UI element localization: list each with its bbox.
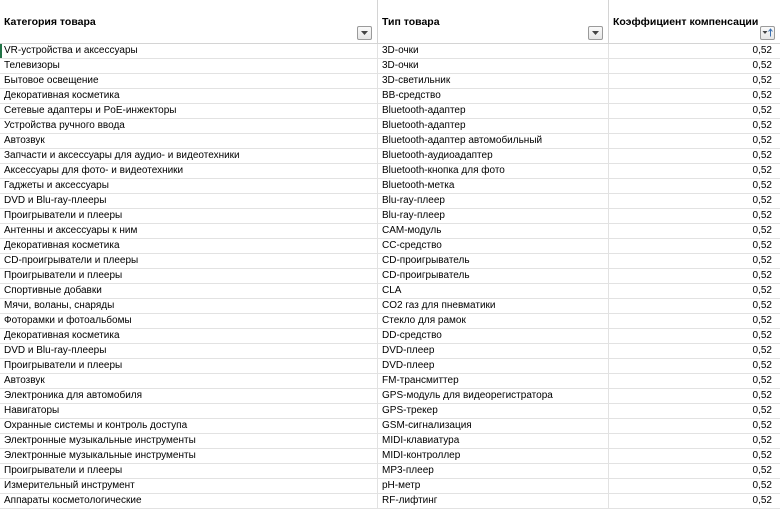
cell-type[interactable]: DVD-плеер bbox=[378, 359, 609, 373]
cell-type[interactable]: Blu-ray-плеер bbox=[378, 209, 609, 223]
table-row bbox=[0, 494, 780, 509]
table-row bbox=[0, 224, 780, 239]
cell-coefficient[interactable]: 0,52 bbox=[752, 120, 772, 131]
cell-coefficient[interactable]: 0,52 bbox=[752, 480, 772, 491]
cell-coefficient[interactable]: 0,52 bbox=[752, 465, 772, 476]
header-type-label: Тип товара bbox=[382, 16, 440, 28]
header-category[interactable] bbox=[0, 0, 378, 44]
table-row bbox=[0, 479, 780, 494]
cell-category[interactable]: Проигрыватели и плееры bbox=[0, 269, 378, 283]
cell-type[interactable]: CD-проигрыватель bbox=[378, 254, 609, 268]
cell-coefficient[interactable]: 0,52 bbox=[752, 165, 772, 176]
cell-category[interactable]: Охранные системы и контроль доступа bbox=[0, 419, 378, 433]
table-row bbox=[0, 89, 780, 104]
cell-category[interactable]: Автозвук bbox=[0, 374, 378, 388]
table-row bbox=[0, 104, 780, 119]
table-row bbox=[0, 314, 780, 329]
cell-coefficient[interactable]: 0,52 bbox=[752, 390, 772, 401]
cell-type[interactable]: GPS-модуль для видеорегистратора bbox=[378, 389, 609, 403]
table-row bbox=[0, 464, 780, 479]
cell-type[interactable]: BB-средство bbox=[378, 89, 609, 103]
cell-category[interactable]: Автозвук bbox=[0, 134, 378, 148]
table-row bbox=[0, 299, 780, 314]
cell-coefficient[interactable]: 0,52 bbox=[752, 135, 772, 146]
cell-type[interactable]: Bluetooth-кнопка для фото bbox=[378, 164, 609, 178]
cell-category[interactable]: DVD и Blu-ray-плееры bbox=[0, 344, 378, 358]
header-row bbox=[0, 0, 780, 44]
table-row bbox=[0, 449, 780, 464]
cell-coefficient[interactable]: 0,52 bbox=[752, 255, 772, 266]
table-row bbox=[0, 179, 780, 194]
cell-coefficient[interactable]: 0,52 bbox=[752, 180, 772, 191]
cell-category[interactable]: Гаджеты и аксессуары bbox=[0, 179, 378, 193]
header-type[interactable] bbox=[378, 0, 609, 44]
cell-type[interactable]: Blu-ray-плеер bbox=[378, 194, 609, 208]
table-body bbox=[0, 44, 780, 509]
table-row bbox=[0, 59, 780, 74]
table-row bbox=[0, 254, 780, 269]
cell-category[interactable]: Измерительный инструмент bbox=[0, 479, 378, 493]
table-row bbox=[0, 389, 780, 404]
cell-coefficient[interactable]: 0,52 bbox=[752, 90, 772, 101]
cell-category[interactable]: Телевизоры bbox=[0, 59, 378, 73]
cell-type[interactable]: FM-трансмиттер bbox=[378, 374, 609, 388]
cell-category[interactable]: Проигрыватели и плееры bbox=[0, 464, 378, 478]
cell-type[interactable]: 3D-очки bbox=[378, 44, 609, 58]
cell-category[interactable]: DVD и Blu-ray-плееры bbox=[0, 194, 378, 208]
cell-category[interactable]: Декоративная косметика bbox=[0, 239, 378, 253]
header-coefficient[interactable] bbox=[609, 0, 780, 44]
cell-type[interactable]: CLA bbox=[378, 284, 609, 298]
cell-coefficient[interactable]: 0,52 bbox=[752, 450, 772, 461]
cell-category[interactable]: Аппараты косметологические bbox=[0, 494, 378, 508]
cell-type[interactable]: CO2 газ для пневматики bbox=[378, 299, 609, 313]
table-row bbox=[0, 149, 780, 164]
table-row bbox=[0, 419, 780, 434]
cell-coefficient[interactable]: 0,52 bbox=[752, 285, 772, 296]
cell-type[interactable]: 3D-очки bbox=[378, 59, 609, 73]
cell-type[interactable]: CC-средство bbox=[378, 239, 609, 253]
cell-category[interactable]: Декоративная косметика bbox=[0, 89, 378, 103]
table-row bbox=[0, 44, 780, 59]
cell-category[interactable]: Антенны и аксессуары к ним bbox=[0, 224, 378, 238]
cell-coefficient[interactable]: 0,52 bbox=[752, 60, 772, 71]
cell-category[interactable]: Фоторамки и фотоальбомы bbox=[0, 314, 378, 328]
header-coefficient-label: Коэффициент компенсации bbox=[613, 16, 759, 28]
cell-category[interactable]: Навигаторы bbox=[0, 404, 378, 418]
cell-type[interactable]: GSM-сигнализация bbox=[378, 419, 609, 433]
cell-coefficient[interactable]: 0,52 bbox=[752, 270, 772, 281]
cell-type[interactable]: GPS-трекер bbox=[378, 404, 609, 418]
cell-type[interactable]: 3D-светильник bbox=[378, 74, 609, 88]
table-row bbox=[0, 164, 780, 179]
cell-category[interactable]: Устройства ручного ввода bbox=[0, 119, 378, 133]
cell-category[interactable]: CD-проигрыватели и плееры bbox=[0, 254, 378, 268]
cell-coefficient[interactable]: 0,52 bbox=[752, 360, 772, 371]
cell-category[interactable]: Запчасти и аксессуары для аудио- и видеотехники bbox=[0, 149, 378, 163]
cell-category[interactable]: Проигрыватели и плееры bbox=[0, 209, 378, 223]
cell-type[interactable]: DD-средство bbox=[378, 329, 609, 343]
cell-type[interactable]: RF-лифтинг bbox=[378, 494, 609, 508]
cell-coefficient[interactable]: 0,52 bbox=[752, 330, 772, 341]
cell-category[interactable]: Спортивные добавки bbox=[0, 284, 378, 298]
cell-coefficient[interactable]: 0,52 bbox=[752, 345, 772, 356]
table-row bbox=[0, 344, 780, 359]
cell-type[interactable]: Bluetooth-аудиоадаптер bbox=[378, 149, 609, 163]
cell-coefficient[interactable]: 0,52 bbox=[752, 210, 772, 221]
cell-type[interactable]: Стекло для рамок bbox=[378, 314, 609, 328]
cell-coefficient[interactable]: 0,52 bbox=[752, 495, 772, 506]
table-row bbox=[0, 134, 780, 149]
table-row bbox=[0, 269, 780, 284]
cell-type[interactable]: pH-метр bbox=[378, 479, 609, 493]
cell-coefficient[interactable]: 0,52 bbox=[752, 375, 772, 386]
table-row bbox=[0, 434, 780, 449]
cell-type[interactable]: MIDI-контроллер bbox=[378, 449, 609, 463]
cell-coefficient[interactable]: 0,52 bbox=[752, 240, 772, 251]
filter-dropdown-icon[interactable] bbox=[588, 26, 603, 40]
table-row bbox=[0, 329, 780, 344]
cell-coefficient[interactable]: 0,52 bbox=[752, 75, 772, 86]
cell-category[interactable]: Проигрыватели и плееры bbox=[0, 359, 378, 373]
table-row bbox=[0, 74, 780, 89]
cell-category[interactable]: Декоративная косметика bbox=[0, 329, 378, 343]
cell-type[interactable]: Bluetooth-адаптер bbox=[378, 104, 609, 118]
cell-type[interactable]: Bluetooth-адаптер автомобильный bbox=[378, 134, 609, 148]
filter-dropdown-icon[interactable] bbox=[357, 26, 372, 40]
cell-category[interactable]: Бытовое освещение bbox=[0, 74, 378, 88]
cell-type[interactable]: CD-проигрыватель bbox=[378, 269, 609, 283]
table-row bbox=[0, 359, 780, 374]
cell-category[interactable]: Мячи, воланы, снаряды bbox=[0, 299, 378, 313]
table-row bbox=[0, 119, 780, 134]
cell-type[interactable]: MIDI-клавиатура bbox=[378, 434, 609, 448]
cell-category[interactable]: Сетевые адаптеры и PoE-инжекторы bbox=[0, 104, 378, 118]
cell-coefficient[interactable]: 0,52 bbox=[752, 405, 772, 416]
cell-type[interactable]: CAM-модуль bbox=[378, 224, 609, 238]
header-category-label: Категория товара bbox=[4, 16, 96, 28]
table-row bbox=[0, 209, 780, 224]
table-row bbox=[0, 374, 780, 389]
cell-coefficient[interactable]: 0,52 bbox=[752, 420, 772, 431]
cell-category[interactable]: Электронные музыкальные инструменты bbox=[0, 434, 378, 448]
cell-coefficient[interactable]: 0,52 bbox=[752, 45, 772, 56]
cell-coefficient[interactable]: 0,52 bbox=[752, 225, 772, 236]
sort-ascending-filter-icon[interactable] bbox=[760, 26, 775, 40]
cell-type[interactable]: Bluetooth-метка bbox=[378, 179, 609, 193]
cell-coefficient[interactable]: 0,52 bbox=[752, 300, 772, 311]
cell-category[interactable]: Электроника для автомобиля bbox=[0, 389, 378, 403]
table-row bbox=[0, 194, 780, 209]
cell-coefficient[interactable]: 0,52 bbox=[752, 195, 772, 206]
cell-coefficient[interactable]: 0,52 bbox=[752, 315, 772, 326]
cell-type[interactable]: MP3-плеер bbox=[378, 464, 609, 478]
cell-category[interactable]: Электронные музыкальные инструменты bbox=[0, 449, 378, 463]
table-row bbox=[0, 284, 780, 299]
cell-category[interactable]: Аксессуары для фото- и видеотехники bbox=[0, 164, 378, 178]
cell-coefficient[interactable]: 0,52 bbox=[752, 435, 772, 446]
table-row bbox=[0, 404, 780, 419]
cell-category[interactable]: VR-устройства и аксессуары bbox=[0, 44, 378, 58]
cell-coefficient[interactable]: 0,52 bbox=[752, 150, 772, 161]
cell-type[interactable]: Bluetooth-адаптер bbox=[378, 119, 609, 133]
cell-type[interactable]: DVD-плеер bbox=[378, 344, 609, 358]
cell-coefficient[interactable]: 0,52 bbox=[752, 105, 772, 116]
table-row bbox=[0, 239, 780, 254]
